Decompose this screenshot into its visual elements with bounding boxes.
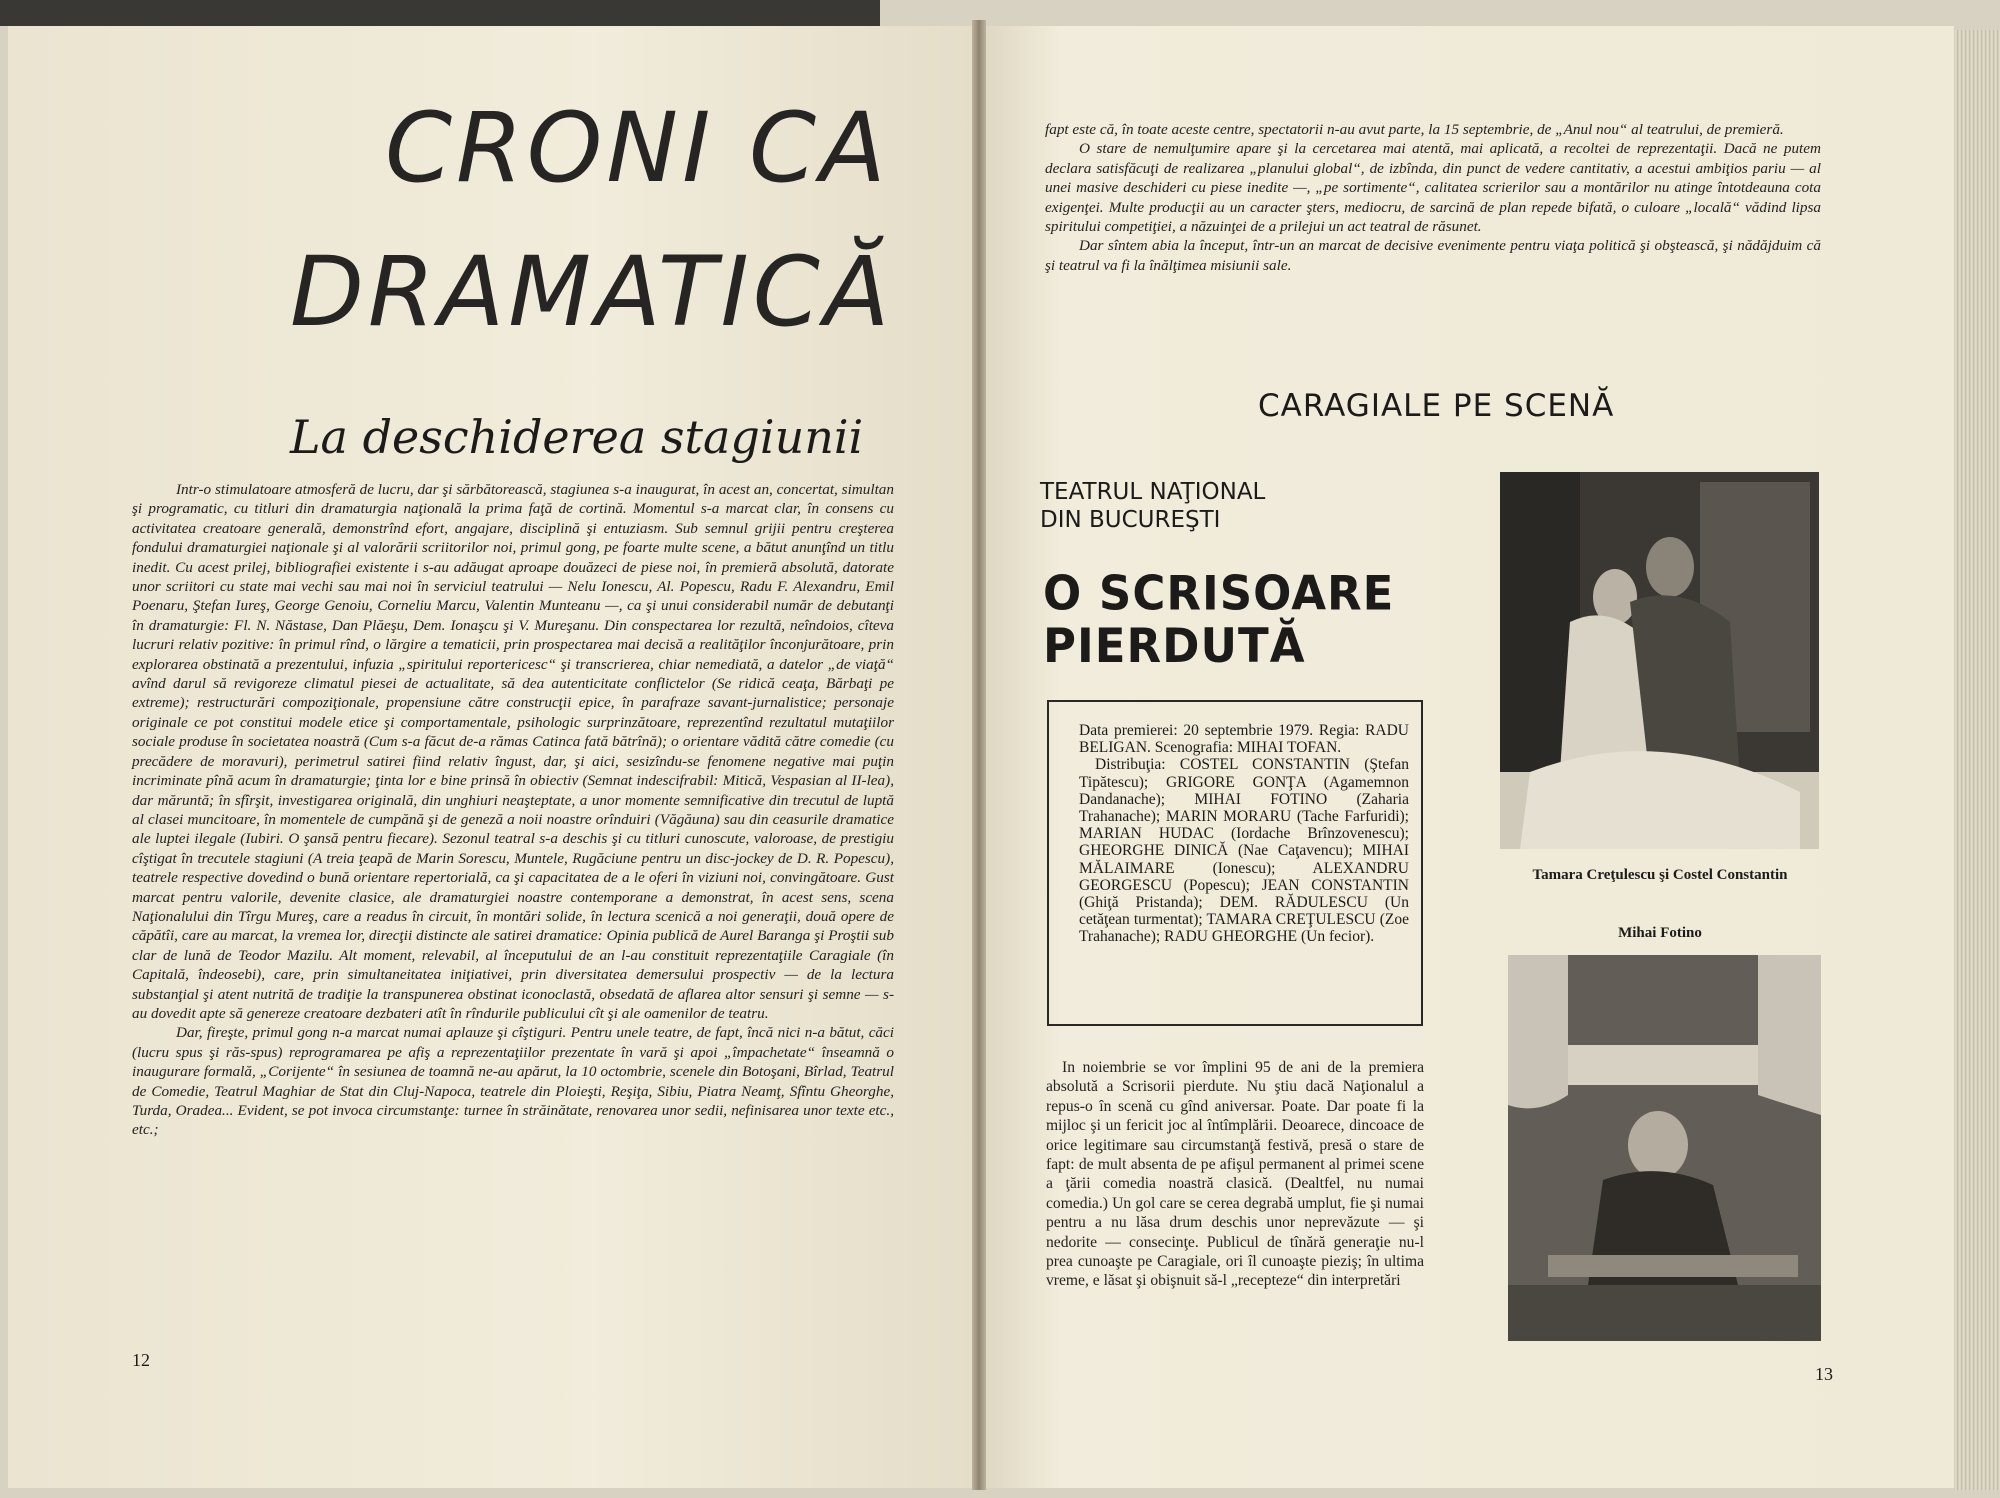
article-subtitle: La deschiderea stagiunii bbox=[290, 410, 864, 464]
theatre-name-line2: DIN BUCUREŞTI bbox=[1040, 507, 1221, 533]
stage-photo-2-graphic bbox=[1508, 955, 1821, 1341]
right-top-paragraph-3: Dar sîntem abia la început, într-un an marcat de decisive evenimente pentru viaţa politică şi obştească, şi nădăjduim că şi teatrul va fi la înălţimea misiunii sale. bbox=[1045, 237, 1821, 274]
review-paragraph: In noiembrie se vor împlini 95 de ani de la premiera absolută a Scrisorii pierdute. Nu ştiu dacă Naţionalul a repus-o în scenă cu gînd aniversar. Poate. Dar poate fi la mijloc şi un fericit joc al întîmplării. Deoarece, dincoace de orice legitimare sau circumstanţă festivă, presă o stare de fapt: de mult absenta de pe afişul permanent al primei scene a ţării comedia noastră clasică. (Dealtfel, nu numai comedia.) Un gol care se cerea degrabă umplut, fie şi numai pentru a nu lăsa drum deschis unor neprevăzute — şi nedorite — consecinţe. Publicul de tînără generaţie nu-l prea cunoaşte pe Caragiale, ori îl cunoaşte pieziş; în ultima vreme, e lăsat şi obişnuit să-l „recepteze“ din interpretări bbox=[1046, 1059, 1424, 1290]
section-title-line1: CRONI CA bbox=[385, 92, 890, 204]
credits-box bbox=[1047, 700, 1423, 1026]
photo-caption-1: Tamara Creţulescu şi Costel Constantin bbox=[1532, 867, 1788, 883]
photo-caption-2: Mihai Fotino bbox=[1618, 925, 1702, 941]
dark-cover-edge bbox=[0, 0, 880, 26]
page-stack-edge bbox=[1954, 30, 2000, 1490]
stage-photo-1 bbox=[1500, 472, 1819, 849]
play-title bbox=[1043, 565, 1395, 674]
theatre-name-line1: TEATRUL NAŢIONAL bbox=[1040, 479, 1266, 505]
page-number-right: 13 bbox=[1815, 1364, 1833, 1384]
premiere-credits: Data premierei: 20 septembrie 1979. Regia: RADU BELIGAN. Scenografia: MIHAI TOFAN. bbox=[1079, 722, 1409, 757]
play-title-line1: O SCRISOARE bbox=[1043, 565, 1395, 622]
play-title-line2: PIERDUTĂ bbox=[1043, 617, 1306, 674]
cast-list: Distribuţia: COSTEL CONSTANTIN (Ştefan Tipătescu); GRIGORE GONŢA (Agamemnon Dandanache); MIHAI FOTINO (Zaharia Trahanache); MARIN MORARU (Tache Farfuridi); MARIAN HUDAC (Iordache Brînzovenescu); GHEORGHE DINICĂ (Nae Caţavencu); MIHAI MĂLAIMARE (Ionescu); ALEXANDRU GEORGESCU (Popescu); JEAN CONSTANTIN (Ghiţă Pristanda); DEM. RĂDULESCU (Un cetăţean turmentat); TAMARA CREŢULESCU (Zoe Trahanache); RADU GHEORGHE (Un fecior). bbox=[1079, 756, 1409, 946]
stage-photo-2 bbox=[1508, 955, 1821, 1341]
stage-photo-1-graphic bbox=[1500, 472, 1819, 849]
review-body bbox=[1046, 1058, 1424, 1291]
left-article-body bbox=[132, 480, 894, 1140]
section-heading: CARAGIALE PE SCENĂ bbox=[1258, 388, 1615, 424]
right-article-continuation bbox=[1045, 120, 1821, 275]
section-title-line2: DRAMATICĂ bbox=[290, 236, 894, 348]
left-paragraph-2: Dar, fireşte, primul gong n-a marcat numai aplauze şi cîştiguri. Pentru unele teatre, de fapt, încă nici n-a bătut, căci (lucru spus şi răs-spus) reprogramarea pe afiş a reprezentaţiilor prezentate în vară şi apoi „împachetate“ înseamnă o inaugurare formală, „Corijente“ în sesiunea de toamnă ne-au apărut, la 10 octombrie, scenele din Botoşani, Bîrlad, Teatrul de Comedie, Teatrul Maghiar de Stat din Cluj-Napoca, teatrele din Ploieşti, Reşiţa, Sibiu, Piatra Neamţ, Sfîntu Gheorghe, Turda, Oradea... Evident, se pot invoca circumstanţe: turnee în străinătate, renovarea unor sedii, nefinisarea unor texte etc., etc.; bbox=[132, 1024, 894, 1139]
page-number-left: 12 bbox=[132, 1350, 150, 1370]
right-top-paragraph-2: O stare de nemulţumire apare şi la cercetarea mai atentă, mai aplicată, a recoltei de reprezentaţii. Dacă ne putem declara satisfăcuţi de realizarea „planului global“, de izbînda, din punct de vedere cantitativ, a acestui ambiţios pariu — al unei masive deschideri cu piese inedite —, „pe sortimente“, calitatea scrierilor sau a montărilor nu atinge întotdeauna cota exigenţei. Multe producţii au un caracter şters, mediocru, de sarcină de plan repede bifată, o culoare „locală“ vădind lipsa spiritului competiţiei, a năzuinţei de a prilejui un act teatral de răsunet. bbox=[1045, 140, 1821, 236]
theatre-name bbox=[1040, 478, 1265, 534]
right-top-paragraph-1: fapt este că, în toate aceste centre, spectatorii n-au avut parte, la 15 septembrie, de „Anul nou“ al teatrului, de premieră. bbox=[1045, 121, 1784, 138]
book-gutter bbox=[972, 20, 986, 1490]
left-paragraph-1: Intr-o stimulatoare atmosferă de lucru, dar şi sărbătorească, stagiunea s-a inaugurat, în acest an, concertat, simultan şi programatic, cu titluri din dramaturgia naţională la prima faţă de cortină. Momentul s-a marcat clar, în consens cu activitatea creatoare generală, demonstrînd efort, angajare, disciplină şi entuziasm. Sub semnul grijii pentru creşterea fondului dramaturgiei naţionale şi al valorării scriitorilor noi, primul gong, pe foarte multe scene, a bătut anunţînd un titlu inedit. Cu acest prilej, bibliografiei existente i s-au adăugat aproape douăzeci de piese noi, în premieră absolută, datorate unor scriitori cu state mai vechi sau mai noi în serviciul teatrului — Nelu Ionescu, Al. Popescu, Radu F. Alexandru, Emil Poenaru, Ştefan Iureş, George Genoiu, Corneliu Marcu, Valentin Munteanu —, ca şi unui considerabil număr de debutanţi în dramaturgie: Fl. N. Năstase, Dan Plăeşu, Dem. Ionaşcu şi V. Mureşanu. Din conspectarea lor rezultă, neîndoios, cîteva lucruri relativ pozitive: în primul rînd, o lărgire a tematicii, prin prospectarea mai decisă a realităţilor înconjurătoare, prin explorarea obstinată a prezentului, infuzia „spiritului reportericesc“ şi transcrierea, chiar nemediată, a datelor „de viaţă“ avînd darul să revigoreze climatul piesei de actualitate, să dea autenticitate conflictelor (Se ridică ceaţa, Bărbaţi pe extreme); restructurări compoziţionale, propensiune către construcţii epice, în parafraze savant-jurnalistice; personaje originale ce pot constitui modele etice şi comportamentale, psihologic surprinzătoare, reprezentînd rezultatul mutaţiilor sociale produse în societatea noastră (Cum s-a făcut de-a rămas Catinca fată bătrînă); o orientare vădită către comedie (cu precădere de moravuri), perimetrul satirei fiind relativ îngust, dar, şi aici, sesizîndu-se fenomene negative mai puţin incriminate pînă acum în dramaturgie; ţinta lor e bine prinsă în obiectiv (Semnat indescifrabil: Mitică, Vespasian al II-lea), dar măruntă; în sfîrşit, investigarea originală, din unghiuri neaşteptate, a unor momente semnificative din trecutul de luptă al clasei muncitoare, în momentele de cumpănă şi de geneză a noii noastre orînduiri (Văgăuna) sau din ceasurile dramatice ale luptei ilegale (Iubiri. O şansă pentru fiecare). Sezonul teatral s-a deschis şi cu titluri cunoscute, valoroase, de prestigiu cîştigat în trecutele stagiuni (A treia ţeapă de Marin Sorescu, Muntele, Rugăciune pentru un disc-jockey de D. R. Popescu), teatrele respective dovedind o bună orientare repertorială, ca şi capacitatea de a le oferi în viziuni noi, convingătoare. Gust marcat pentru valorile, devenite clasice, ale dramaturgiei noastre contemporane a demonstrat, în acest sens, scena Naţionalului din Tîrgu Mureş, care a readus în circuit, în montări solide, în lectura scenică a noi generaţii, două opere de căpătîi, care au marcat, la vremea lor, direcţii distincte ale satirei dramatice: Opinia publică de Aurel Baranga şi Proştii sub clar de lună de Teodor Mazilu. Alt moment, relevabil, al începutului de an l-au constituit reprezentaţiile Caragiale (în Capitală, îndeosebi), care, prin simultaneitatea iniţiativei, prin diversitatea demersului prospectiv — de la lectura substanţial şi atent nutrită de tradiţie la transpunerea obstinat iconoclastă, obsedată de aflarea altor sensuri şi semne — s-au dovedit apte să genereze creatoare dezbateri atît în rîndurile publicului cît şi ale oamenilor de teatru. bbox=[132, 481, 894, 1022]
